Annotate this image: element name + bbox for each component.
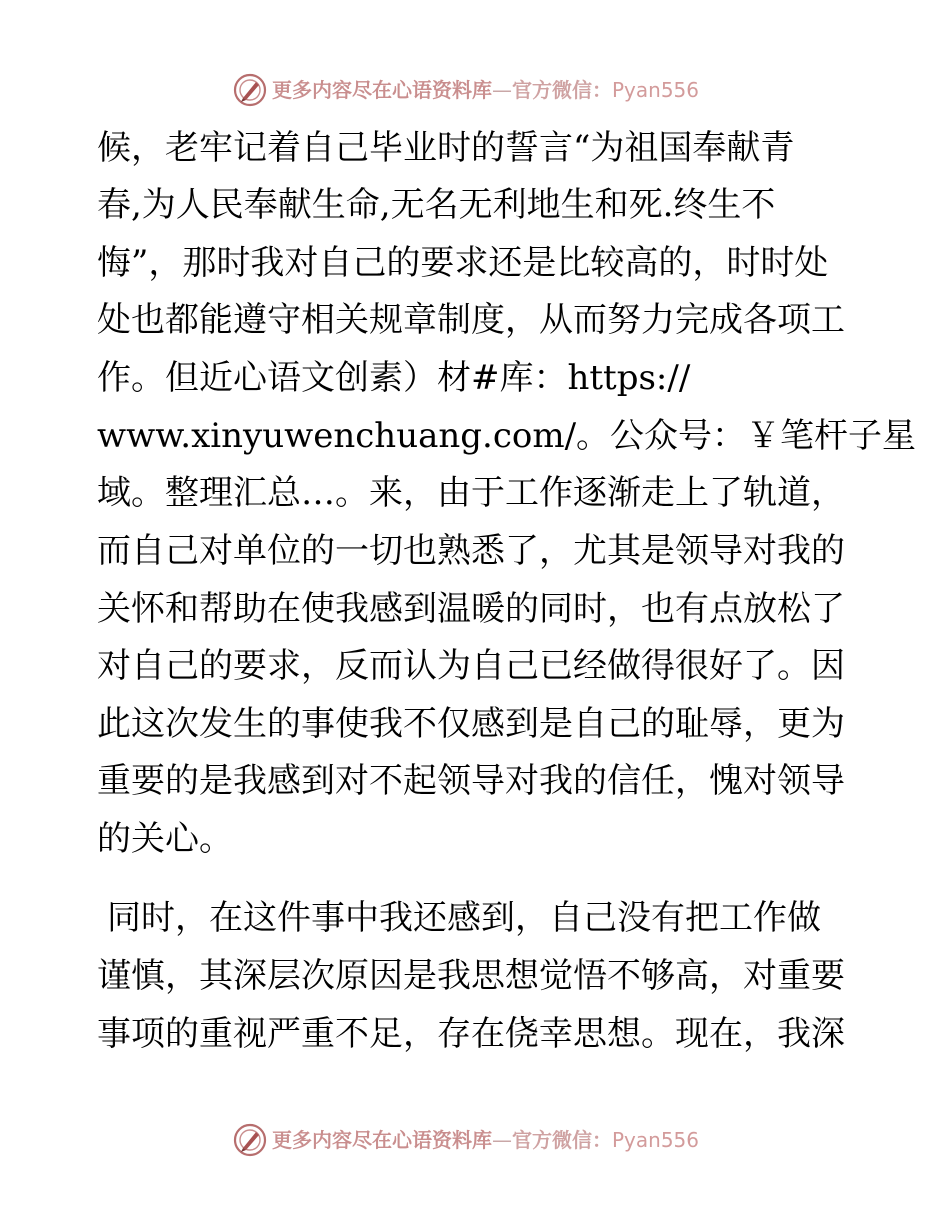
logo-icon — [232, 1122, 268, 1158]
text-line: 重要的是我感到对不起领导对我的信任，愧对领导 — [97, 761, 845, 801]
text-line: 的关心。 — [97, 819, 233, 859]
banner-text — [272, 1126, 699, 1154]
text-line: 此这次发生的事使我不仅感到是自己的耻辱，更为 — [97, 704, 845, 744]
banner-site: 更多内容尽在心语资料库 — [272, 78, 492, 102]
text-line: 而自己对单位的一切也熟悉了，尤其是领导对我的 — [97, 531, 845, 571]
text-line: 关怀和帮助在使我感到温暖的同时，也有点放松了 — [97, 589, 845, 629]
banner-wechat-id: Pyan556 — [612, 78, 700, 102]
text-line: 悔”，那时我对自己的要求还是比较高的，时时处 — [97, 243, 829, 283]
banner-site: 更多内容尽在心语资料库 — [272, 1128, 492, 1152]
text-line: 处也都能遵守相关规章制度，从而努力完成各项工 — [97, 300, 845, 340]
text-line: 域。整理汇总…。来，由于工作逐渐走上了轨道， — [97, 473, 845, 513]
banner-wechat-label: 官方微信： — [512, 1128, 612, 1152]
paragraph-start-line: 同时，在这件事中我还感到，自己没有把工作做 — [107, 898, 821, 938]
header-banner — [0, 70, 950, 110]
text-line: 谨慎，其深层次原因是我思想觉悟不够高，对重要 — [97, 956, 845, 996]
banner-text — [272, 76, 699, 104]
logo-icon — [232, 72, 268, 108]
text-line: 春,为人民奉献生命,无名无利地生和死.终生不 — [97, 185, 776, 225]
banner-wechat-label: 官方微信： — [512, 78, 612, 102]
text-line: 作。但近心语文创素）材#库：https:// — [97, 358, 691, 398]
footer-banner — [0, 1120, 950, 1160]
banner-dash: — — [492, 1128, 512, 1152]
text-line: 候，老牢记着自己毕业时的誓言“为祖国奉献青 — [97, 128, 795, 168]
text-line: www.xinyuwenchuang.com/。公众号：￥笔杆子星 — [97, 416, 917, 456]
banner-dash: — — [492, 78, 512, 102]
banner-wechat-id: Pyan556 — [612, 1128, 700, 1152]
text-line: 事项的重视严重不足，存在侥幸思想。现在，我深 — [97, 1014, 845, 1054]
text-line: 对自己的要求，反而认为自己已经做得很好了。因 — [97, 646, 845, 686]
